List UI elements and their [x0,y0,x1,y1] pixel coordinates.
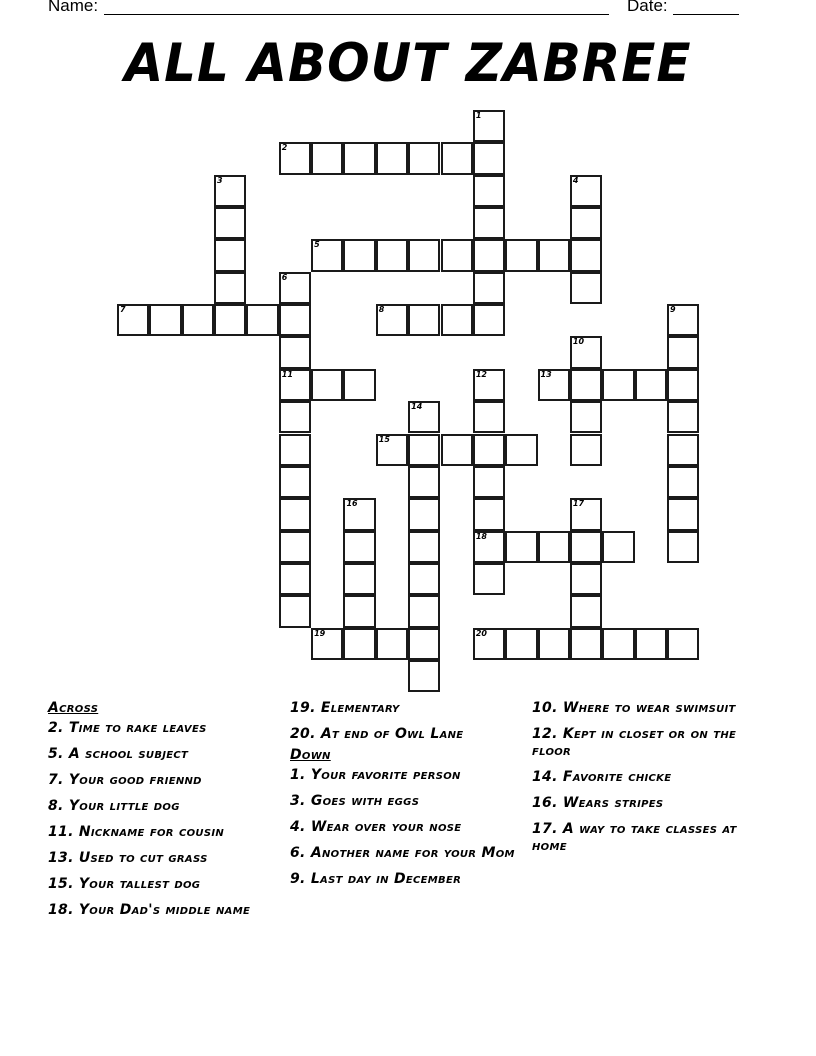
down-clue: 9. Last day in December [290,871,462,887]
clue-number: 6 [281,272,288,282]
grid-cell[interactable] [343,531,375,563]
grid-cell[interactable] [279,304,311,336]
clue-number: 1 [475,111,482,120]
grid-cell[interactable] [667,466,699,498]
grid-cell[interactable] [473,401,505,433]
grid-cell[interactable] [667,498,699,530]
grid-cell[interactable] [246,304,278,336]
grid-cell[interactable] [311,369,343,401]
grid-cell[interactable] [667,434,699,466]
grid-cell[interactable] [279,369,311,401]
grid-cell[interactable] [667,336,699,368]
down-heading: Down [290,747,331,763]
grid-cell[interactable] [408,595,440,627]
clue-number: 10 [572,337,585,347]
grid-cell[interactable] [473,369,505,401]
grid-cell[interactable] [279,498,311,530]
grid-cell[interactable] [182,304,214,336]
name-label: Name: [48,0,99,15]
date-label: Date: [627,0,668,15]
page-title: ALL ABOUT ZABREE [124,32,692,94]
grid-cell[interactable] [311,628,343,660]
grid-cell[interactable] [667,401,699,433]
across-clue: 11. Nickname for cousin [48,824,225,840]
grid-cell[interactable] [279,142,311,174]
grid-cell[interactable] [279,531,311,563]
clue-number: 4 [572,175,579,185]
grid-cell[interactable] [311,239,343,271]
grid-cell[interactable] [570,239,602,271]
clue-number: 2 [281,143,288,153]
grid-cell[interactable] [473,175,505,207]
clue-number: 13 [540,369,552,379]
grid-cell[interactable] [570,628,602,660]
grid-cell[interactable] [570,498,602,530]
grid-cell[interactable] [473,207,505,239]
clue-number: 9 [669,305,676,315]
grid-cell[interactable] [570,207,602,239]
grid-cell[interactable] [376,434,408,466]
grid-cell[interactable] [214,175,246,207]
across-heading: Across [48,700,99,716]
grid-cell[interactable] [635,369,667,401]
grid-cell[interactable] [376,628,408,660]
grid-cell[interactable] [376,142,408,174]
grid-cell[interactable] [473,142,505,174]
grid-cell[interactable] [408,434,440,466]
across-clue: 13. Used to cut grass [48,850,208,866]
grid-cell[interactable] [667,369,699,401]
down-clue: 10. Where to wear swimsuit [532,700,736,716]
down-clue: 3. Goes with eggs [290,793,420,809]
clue-number: 15 [378,434,390,444]
grid-cell[interactable] [441,142,473,174]
grid-cell[interactable] [570,595,602,627]
grid-cell[interactable] [408,466,440,498]
grid-cell[interactable] [667,628,699,660]
grid-cell[interactable] [408,531,440,563]
grid-cell[interactable] [505,434,537,466]
grid-cell[interactable] [473,110,505,142]
grid-cell[interactable] [473,434,505,466]
grid-cell[interactable] [214,272,246,304]
clue-number: 19 [314,628,326,638]
grid-cell[interactable] [279,336,311,368]
clue-column-2 [290,700,515,897]
clue-number: 3 [217,175,223,185]
down-clue: 17. A way to take classes at home [532,821,737,854]
across-clue: 18. Your Dad's middle name [48,902,251,918]
grid-cell[interactable] [408,401,440,433]
grid-cell[interactable] [473,239,505,271]
grid-cell[interactable] [343,563,375,595]
grid-cell[interactable] [408,660,440,692]
clue-column-3 [532,700,762,864]
clue-number: 12 [475,369,487,379]
across-clue: 5. A school subject [48,746,189,762]
grid-cell[interactable] [570,336,602,368]
clue-column-1 [48,700,273,928]
across-clue: 8. Your little dog [48,798,180,814]
grid-cell[interactable] [635,628,667,660]
grid-cell[interactable] [538,369,570,401]
grid-cell[interactable] [214,207,246,239]
grid-cell[interactable] [602,628,634,660]
grid-cell[interactable] [473,531,505,563]
grid-cell[interactable] [343,142,375,174]
down-clue: 4. Wear over your nose [290,819,462,835]
down-clue: 16. Wears stripes [532,795,664,811]
grid-cell[interactable] [538,628,570,660]
across-clue: 2. Time to rake leaves [48,720,207,736]
down-clue: 12. Kept in closet or on the floor [532,726,737,759]
grid-cell[interactable] [117,304,149,336]
clue-number: 7 [120,305,126,315]
grid-cell[interactable] [343,628,375,660]
grid-cell[interactable] [667,304,699,336]
grid-cell[interactable] [441,434,473,466]
grid-cell[interactable] [505,531,537,563]
down-clue: 14. Favorite chicke [532,769,672,785]
grid-cell[interactable] [473,304,505,336]
grid-cell[interactable] [570,434,602,466]
grid-cell[interactable] [408,628,440,660]
grid-cell[interactable] [602,531,634,563]
grid-cell[interactable] [408,563,440,595]
grid-cell[interactable] [473,628,505,660]
clue-number: 18 [475,531,487,541]
grid-cell[interactable] [602,369,634,401]
clue-number: 8 [378,305,385,315]
across-clue: 15. Your tallest dog [48,876,201,892]
grid-cell[interactable] [376,239,408,271]
grid-cell[interactable] [408,498,440,530]
grid-cell[interactable] [279,272,311,304]
grid-cell[interactable] [570,401,602,433]
grid-cell[interactable] [473,272,505,304]
grid-cell[interactable] [441,239,473,271]
grid-cell[interactable] [570,175,602,207]
across-clue: 19. Elementary [290,700,400,716]
grid-cell[interactable] [214,304,246,336]
grid-cell[interactable] [343,369,375,401]
grid-cell[interactable] [570,563,602,595]
grid-cell[interactable] [279,466,311,498]
clue-number: 14 [411,402,423,412]
grid-cell[interactable] [408,304,440,336]
grid-cell[interactable] [279,563,311,595]
grid-cell[interactable] [214,239,246,271]
grid-cell[interactable] [538,531,570,563]
clue-number: 11 [281,369,293,379]
across-clue: 20. At end of Owl Lane [290,726,464,742]
clue-number: 20 [475,628,487,638]
grid-cell[interactable] [441,304,473,336]
grid-cell[interactable] [570,531,602,563]
grid-cell[interactable] [570,272,602,304]
grid-cell[interactable] [538,239,570,271]
grid-cell[interactable] [473,498,505,530]
clue-number: 17 [572,499,585,509]
grid-cell[interactable] [505,628,537,660]
grid-cell[interactable] [311,142,343,174]
down-clue: 1. Your favorite person [290,767,461,783]
clue-number: 5 [314,240,320,250]
grid-cell[interactable] [570,369,602,401]
grid-cell[interactable] [343,498,375,530]
grid-cell[interactable] [279,595,311,627]
grid-cell[interactable] [343,239,375,271]
grid-cell[interactable] [279,434,311,466]
grid-cell[interactable] [473,563,505,595]
grid-cell[interactable] [376,304,408,336]
across-clue: 7. Your good friennd [48,772,202,788]
grid-cell[interactable] [279,401,311,433]
grid-cell[interactable] [473,466,505,498]
grid-cell[interactable] [343,595,375,627]
clue-number: 16 [346,499,358,509]
down-clue: 6. Another name for your Mom [290,845,515,861]
grid-cell[interactable] [408,239,440,271]
grid-cell[interactable] [149,304,181,336]
grid-cell[interactable] [505,239,537,271]
grid-cell[interactable] [408,142,440,174]
grid-cell[interactable] [667,531,699,563]
